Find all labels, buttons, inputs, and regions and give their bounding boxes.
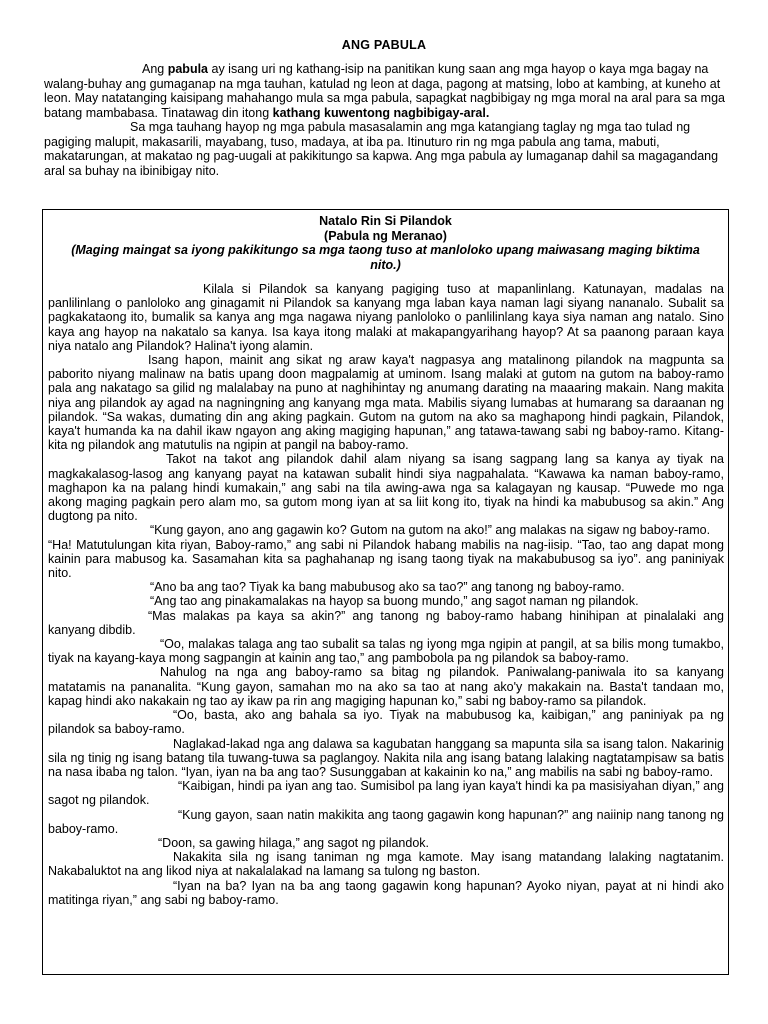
story-paragraph: Naglakad-lakad nga ang dalawa sa kagubatan hanggang sa mapunta sila sa isang talon. Nakarinig sila ng tinig ng isang batang tila tuwang-tuwa sa paglangoy. Nakita nila ang isang batang lalaking nagtatampisaw sa batis na nasa ibaba ng talon. “Iyan, iyan na ba ang tao? Susunggaban at kakainin ko na,” ang mabilis na sabi ng baboy-ramo. [48,736,724,779]
story-paragraph: Nahulog na nga ang baboy-ramo sa bitag ng pilandok. Paniwalang-paniwala ito sa kanyang matatamis na pananalita. “Kung gayon, samahan mo na ako sa tao at nang ako'y makakain na. Basta't tandaan mo, kapag hindi ako nakakain ng tao ay ikaw pa rin ang magiging hapunan ko,” sabi ng baboy-ramo sa pilandok. [48,665,724,708]
story-paragraph: “Kung gayon, ano ang gagawin ko? Gutom na gutom na ako!” ang malakas na sigaw ng baboy-ramo. [150,523,711,538]
intro-paragraph-1 [44,62,726,120]
story-paragraph: “Doon, sa gawing hilaga,” ang sagot ng pilandok. [158,835,430,850]
story-paragraph: “Ha! Matutulungan kita riyan, Baboy-ramo,” ang sabi ni Pilandok habang mabilis na nag-iisip. “Tao, tao ang dapat mong kainin para mabusog ka. Sasamahan kita sa paghahanap ng isang taong tiyak na makabubusog sa iyo”. ang paniniyak nito. [48,537,724,581]
story-paragraph: “Oo, malakas talaga ang tao subalit sa talas ng iyong mga ngipin at pangil, at sa bilis mong tumakbo, tiyak na kayang-kaya mong sagpangin at kainin ang tao,” ang pambobola pa ng pilandok sa baboy-ramo. [48,637,724,666]
story-title: Natalo Rin Si Pilandok [319,214,452,228]
story-paragraph: “Ano ba ang tao? Tiyak ka bang mabubusog ako sa tao?” ang tanong ng baboy-ramo. [150,580,625,595]
story-paragraph: Kilala si Pilandok sa kanyang pagiging tuso at mapanlinlang. Katunayan, madalas na panlilinlang o panloloko ang ginagamit ni Pilandok sa kanyang mga laban kaya naman lagi siyang nananalo. Subalit sa pagkakataong ito, bumalik sa kanya ang mga nagawa niyang panloloko o panlilinlang kaya siya naman ang natalo. Sino kaya ang hayop na nakatalo sa kanya. Isa kaya itong malaki at makapangyarihang hayop? At sa paanong paraan kaya niya natalo ang Pilandok? Halina't iyong alamin. [48,282,724,353]
story-header [43,214,728,272]
story-paragraph: “Ang tao ang pinakamalakas na hayop sa buong mundo,” ang sagot naman ng pilandok. [150,594,639,609]
intro-paragraph-2: Sa mga tauhang hayop ng mga pabula masasalamin ang mga katangiang taglay ng mga tao tulad ng pagiging malupit, makasarili, mayabang, tuso, madaya, at iba pa. Itinuturo rin ng mga pabula ang tama, mabuti, makatarungan, at makatao ng pag-uugali at pakikitungo sa kapwa. Ang mga pabula ay lumaganap dahil sa magagandang aral sa buhay na ibinibigay nito. [44,120,719,178]
story-box [42,209,729,975]
story-subtitle: (Pabula ng Meranao) [324,228,447,243]
story-paragraph: Isang hapon, mainit ang sikat ng araw kaya't nagpasya ang matalinong pilandok na magpunta sa paborito niyang malinaw na batis upang doon magpalamig at uminom. Isang malaki at gutom na gutom na baboy-ramo pala ang nakatago sa gilid ng malalabay na puno at naghihintay ng anumang darating na maaaring makain. Nang makita niya ang pilandok ay agad na nagningning ang kanyang mga mata. Mabilis siyang lumabas at humarang sa daraanan ng pilandok. “Sa wakas, dumating din ang aking pagkain. Gutom na gutom na ako sa maghapong hindi pagkain, Pilandok, kaya't humanda ka na dahil ikaw ngayon ang aking magiging hapunan,” ang tatawa-tawang sabi ng baboy-ramo. Kitang-kita ng pilandok ang matutulis na ngipin at pangil na baboy-ramo. [48,353,724,453]
intro-section [44,62,726,178]
story-body [48,282,724,907]
story-paragraph: Takot na takot ang pilandok dahil alam niyang sa isang sagpang lang sa kanya ay tiyak na magkakalasog-lasog ang kanyang payat na katawan subalit hindi siya nagpahalata. “Kawawa ka naman baboy-ramo, maghapon ka na palang hindi kumakain,” ang sabi na tila awing-awa nga sa kalagayan ng kausap. “Puwede mo nga akong maging pagkain pero alam mo, sa gutom mong iyan at sa liit kong ito, tiyak na hindi ka mabubusog sa akin.” Ang dugtong pa nito. [48,452,724,524]
intro-text: ay isang uri ng kathang-isip na panitikan kung saan ang mga hayop o kaya mga bagay na walang-buhay ang gumaganap na mga tauhan, katulad ng leon at daga, pagong at matsing, lobo at kambing, at kuneho at leon. May natatanging kaisipang mahahango mula sa mga pabula, sapagkat nagbibigay ng mga moral na aral para sa mga batang mambabasa. Tinatawag din itong [44,62,725,120]
story-paragraph: Nakakita sila ng isang taniman ng mga kamote. May isang matandang lalaking nagtatanim. Nakabaluktot na ang likod niya at nakalalakad na lamang sa tulong ng baston. [48,850,724,879]
story-paragraph: “Oo, basta, ako ang bahala sa iyo. Tiyak na mabubusog ka, kaibigan,” ang paniniyak pa ng pilandok sa baboy-ramo. [48,708,724,737]
page-title: ANG PABULA [341,38,427,52]
intro-bold-term: kathang kuwentong nagbibigay-aral. [272,105,490,120]
intro-bold-term: pabula [167,62,209,76]
intro-text: Ang [142,62,168,76]
story-moral: (Maging maingat sa iyong pakikitungo sa mga taong tuso at manloloko upang maiwasang maging biktima nito.) [71,243,700,272]
story-paragraph: “Kung gayon, saan natin makikita ang taong gagawin kong hapunan?” ang naiinip nang tanong ng baboy-ramo. [48,807,724,836]
story-paragraph: “Mas malakas pa kaya sa akin?” ang tanong ng baboy-ramo habang hinihipan at pinalalaki ang kanyang dibdib. [48,608,724,637]
story-paragraph: “Kaibigan, hindi pa iyan ang tao. Sumisibol pa lang iyan kaya't hindi ka pa masisiyahan diyan,” ang sagot ng pilandok. [48,779,724,808]
story-paragraph: “Iyan na ba? Iyan na ba ang taong gagawin kong hapunan? Ayoko niyan, payat at ni hindi ako matitinga riyan,” ang sabi ng baboy-ramo. [48,878,724,907]
